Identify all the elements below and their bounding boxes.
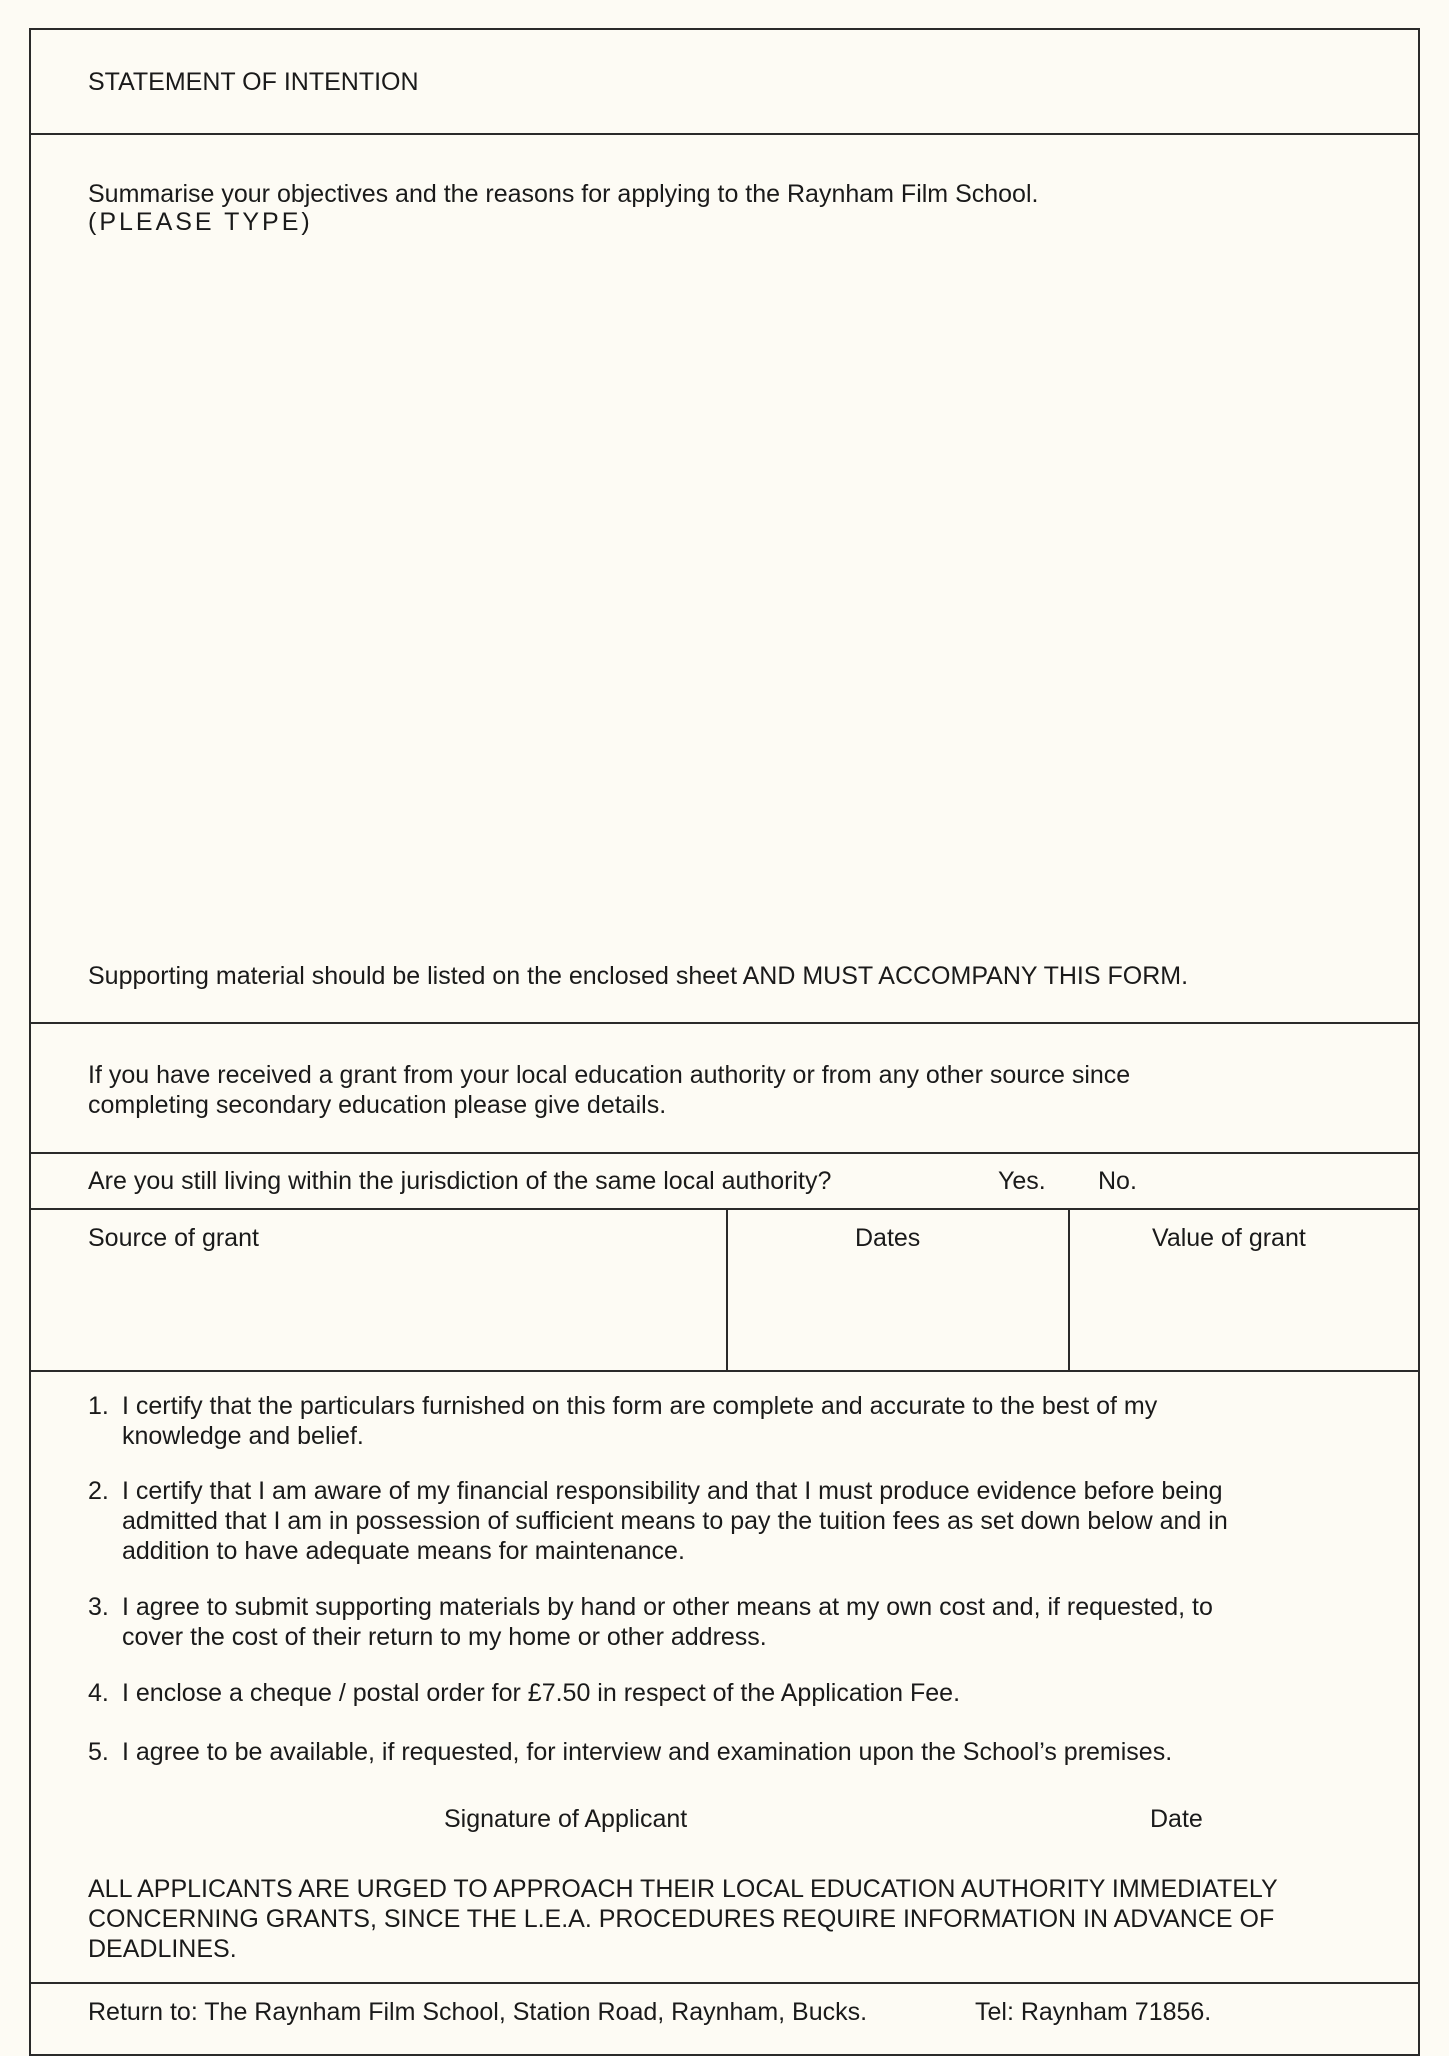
lea-notice-line3: DEADLINES. — [88, 1935, 237, 1963]
declaration-text: cover the cost of their return to my home or other address. — [122, 1623, 767, 1651]
grant-question-line1: If you have received a grant from your local education authority or from any other source since — [88, 1061, 1131, 1089]
declaration-text: I certify that I am aware of my financial responsibility and that I must produce evidence before being — [122, 1477, 1223, 1505]
objectives-prompt: Summarise your objectives and the reasons for applying to the Raynham Film School. — [88, 180, 1039, 208]
declaration-number: 4. — [88, 1679, 109, 1707]
declaration-number: 5. — [88, 1738, 109, 1766]
grant-details-section[interactable] — [31, 1022, 1418, 1152]
value-of-grant-header: Value of grant — [1152, 1224, 1306, 1252]
objectives-section[interactable] — [31, 133, 1418, 1022]
grant-table — [31, 1208, 1418, 1370]
declaration-text: admitted that I am in possession of sufficient means to pay the tuition fees as set down below and in — [122, 1507, 1228, 1535]
declaration-text: I agree to submit supporting materials by hand or other means at my own cost and, if requested, to — [122, 1593, 1213, 1621]
declarations-section — [31, 1370, 1418, 1982]
grant-question-line2: completing secondary education please give details. — [88, 1091, 667, 1119]
statement-header — [31, 30, 1418, 133]
declaration-item — [88, 1737, 1388, 1767]
telephone: Tel: Raynham 71856. — [975, 1998, 1212, 2026]
declaration-item — [88, 1391, 1388, 1451]
declaration-text: I agree to be available, if requested, for interview and examination upon the School’s premises. — [122, 1738, 1173, 1766]
lea-notice-line2: CONCERNING GRANTS, SINCE THE L.E.A. PROCEDURES REQUIRE INFORMATION IN ADVANCE OF — [88, 1905, 1275, 1933]
date-label: Date — [1150, 1805, 1203, 1833]
source-of-grant-header: Source of grant — [88, 1224, 259, 1252]
supporting-material-note: Supporting material should be listed on the enclosed sheet AND MUST ACCOMPANY THIS FORM. — [88, 962, 1189, 990]
declaration-text: knowledge and belief. — [122, 1422, 364, 1450]
no-option[interactable]: No. — [1098, 1167, 1137, 1195]
declaration-text: addition to have adequate means for maintenance. — [122, 1537, 685, 1565]
return-address-footer — [31, 1982, 1418, 2054]
jurisdiction-question: Are you still living within the jurisdiction of the same local authority? — [88, 1167, 832, 1195]
lea-notice-line1: ALL APPLICANTS ARE URGED TO APPROACH THEIR LOCAL EDUCATION AUTHORITY IMMEDIATELY — [88, 1875, 1278, 1903]
declaration-number: 2. — [88, 1477, 109, 1505]
declaration-number: 3. — [88, 1593, 109, 1621]
declaration-text: I certify that the particulars furnished on this form are complete and accurate to the best of my — [122, 1392, 1158, 1420]
declaration-number: 1. — [88, 1392, 109, 1420]
declaration-item — [88, 1592, 1388, 1652]
declaration-text: I enclose a cheque / postal order for £7.50 in respect of the Application Fee. — [122, 1679, 961, 1707]
signature-of-applicant-label: Signature of Applicant — [444, 1805, 688, 1833]
dates-header: Dates — [855, 1224, 921, 1252]
return-address: Return to: The Raynham Film School, Station Road, Raynham, Bucks. — [88, 1998, 868, 2026]
jurisdiction-section — [31, 1152, 1418, 1208]
table-column-divider — [1068, 1210, 1070, 1370]
section-title: STATEMENT OF INTENTION — [88, 68, 419, 96]
table-column-divider — [726, 1210, 728, 1370]
yes-option[interactable]: Yes. — [998, 1167, 1046, 1195]
application-form — [29, 28, 1420, 2056]
please-type-instruction: (PLEASE TYPE) — [88, 208, 313, 236]
declaration-item — [88, 1476, 1388, 1566]
declaration-item — [88, 1678, 1388, 1708]
